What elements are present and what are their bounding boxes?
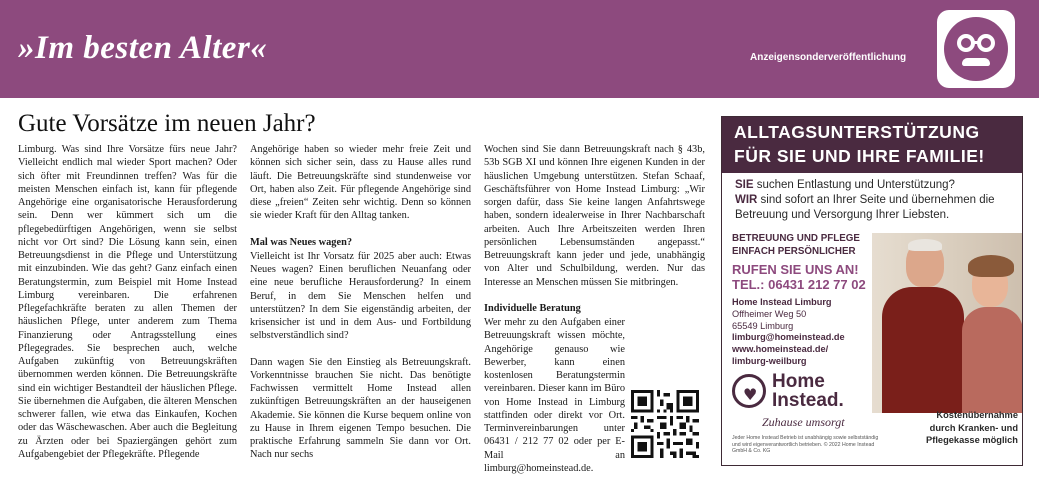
article-paragraph: Wochen sind Sie dann Betreuungskraft nach § 43b, 53b SGB XI und können Ihre eigenen Kunden in der häuslichen Umgebung unterstützen. Stefan Schaaf, Geschäftsführer von Home Instead Limburg: „Wir sorgen dafür, dass Sie keine langen Anfahrtswege haben, sondern idealerweise in Ihrer Nachbarschaft arbeiten. Auch Ihre Arbeitszeiten werden Ihren persönlichen Lebensumständen angepasst.“ Betreuungskraft kann jeder und jede, unabhängig von Alter und Schulbildung, werden. Nur das Interesse an Menschen müssen Sie mitbringen. <box>484 144 705 288</box>
caregiver-photo <box>872 233 1023 413</box>
cost-coverage-note: Kostenübernahme durch Kranken- und Pflegekasse möglich <box>926 410 1018 445</box>
email-link[interactable]: limburg@homeinstead.de <box>732 332 845 343</box>
header-band <box>0 0 1039 98</box>
article-column-2 <box>250 143 471 462</box>
qr-code-icon <box>631 390 699 458</box>
ad-address: Home Instead Limburg Offheimer Weg 50 65549 Limburg limburg@homeinstead.de www.homeinstead.de/ limburg-weilburg <box>732 297 845 366</box>
article-paragraph: Limburg. Was sind Ihre Vorsätze fürs neue Jahr? Vielleicht endlich mal wieder Sport machen? Oder sich öfter mit Freundinnen treffen? Was für die meisten Menschen einfach ist, kann für pflegende Angehörige eine organisatorische Herausforderung sein. Denn wer kümmert sich um die pflegebedürftigen Angehörigen, wenn sie selbst nicht vor Ort sind? Die Lösung kann sein, einen Betreuungsdienst in die Pflege und Unterstützung mit einzubinden. Wie das geht? Ganz einfach einen Beratungstermin, zum Beispiel mit Home Instead Limburg vereinbaren. Die erfahrenen Pflegefachkräfte beraten zu allen Themen der häuslichen Pflege, unter anderem zum Thema Finanzierung oder Antragsstellung eines Pflegegrades. Sie besprechen auch, welche Aufgaben zukünftig von Betreuungskräften übernommen werden können. Die Betreuungskräfte sind ein wichtiger Bestandteil der häuslichen Pflege. Sie übernehmen die Aufgaben, die älteren Menschen schwerer fallen, wie etwa das Einkaufen, Kochen oder das Wäschewaschen. Aber auch die Begleitung zu Ärzten oder bei Spaziergängen gehört zum Aufgabengebiet der Pflegekräfte. Pflegende <box>18 144 237 460</box>
article-subheading: Individuelle Beratung <box>484 302 581 314</box>
article-paragraph: Dann wagen Sie den Einstieg als Betreuungskraft. Vorkenntnisse brauchen Sie nicht. Das benötigte Fachwissen vermittelt Home Instead allen zukünftigen Betreuungskräften an der hauseigenen Akademie. Sie können die Kurse bequem online von zu Hause in Ihrem eigenen Tempo besuchen. Die praktische Erfahrung sammeln Sie dann vor Ort. Nach nur sechs <box>250 356 471 461</box>
ad-caption: BETREUUNG UND PFLEGE EINFACH PERSÖNLICHER <box>732 233 860 257</box>
article-paragraph: Vielleicht ist Ihr Vorsatz für 2025 aber auch: Etwas Neues wagen? Einen beruflichen Neuanfang oder eine neue berufliche Herausforderung? In einem Beruf, in dem Sie Menschen helfen und unterstützen? In dem Sie eigenständig arbeiten, der krisensicher ist und in dem Aus- und Fortbildung selbstverständlich sind? <box>250 250 471 342</box>
ad-intro: SIE suchen Entlastung und Unterstützung? WIR sind sofort an Ihrer Seite und übernehmen die Betreuung und Versorgung Ihrer Liebsten. <box>735 179 995 221</box>
article-subheading: Mal was Neues wagen? <box>250 236 352 248</box>
divider <box>0 98 1039 108</box>
website-link[interactable]: www.homeinstead.de/ <box>732 344 829 355</box>
home-instead-logo: ♥ Home Instead. <box>732 372 872 412</box>
article-headline: Gute Vorsätze im neuen Jahr? <box>18 110 316 137</box>
ad-call-to-action: RUFEN SIE UNS AN! TEL.: 06431 212 77 02 <box>732 262 866 292</box>
phone-number[interactable]: TEL.: 06431 212 77 02 <box>732 277 866 292</box>
ad-slogan: Zuhause umsorgt <box>762 415 845 429</box>
section-title: »Im besten Alter« <box>18 30 268 66</box>
article-paragraph: Angehörige haben so wieder mehr freie Zeit und können sich sicher sein, dass zu Hause alles rund läuft. Die Betreuungskräfte sind stundenweise vor Ort, haben also Zeit. Für pflegende Angehörige sind diese „freien“ Zeiten sehr wichtig. Denn so können sie wieder Kraft für den Alltag tanken. <box>250 144 471 222</box>
advertising-label: Anzeigensonderveröffentlichung <box>750 52 907 63</box>
ad-headline: ALLTAGSUNTERSTÜTZUNG FÜR SIE UND IHRE FAMILIE! <box>722 117 1022 173</box>
advertisement-box <box>721 116 1023 466</box>
article-column-1 <box>18 143 237 461</box>
heart-icon: ♥ <box>732 374 766 408</box>
glasses-mustache-logo-icon <box>937 10 1015 88</box>
article-paragraph: Wer mehr zu den Aufgaben einer Betreuungskraft wissen möchte, Angehörige genauso wie Bewerber, kann einen kostenlosen Beratungstermin vereinbaren. Dieser kann im Büro von Home Instead in Limburg stattfinden oder direkt vor Ort. Terminvereinbarungen unter 06431 / 212 77 02 oder per E-Mail an limburg@homeinstead.de. <box>484 317 625 474</box>
ad-fine-print: Jeder Home Instead Betrieb ist unabhängig sowie selbstständig und wird eigenverantwortlich betrieben. © 2022 Home Instead GmbH & Co. KG <box>732 435 879 454</box>
